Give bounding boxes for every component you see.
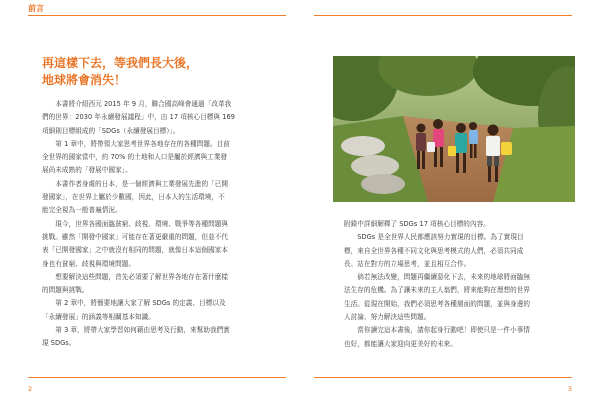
headline-line-2: 地球將會消失！ — [42, 73, 127, 87]
text-line: 生活。從現在開始，我們必須思考各種層面的問題，並與身邊的 — [344, 299, 531, 308]
children-walking-photo — [333, 56, 575, 202]
text-line: 倘若無法改變，問題再繼續惡化下去，未來的地球將面臨無 — [344, 273, 531, 282]
text-line: 第 3 章，將帶大家學習如何藉由思考及行動，來幫助我們實 — [42, 326, 230, 335]
text-line: 想要解決這些問題，首先必須要了解世界各地存在著什麼樣 — [42, 272, 229, 281]
text-line: 發國家」，在世界上屬於少數國，因此，日本人的生活環境，不 — [42, 193, 225, 202]
text-line: 人討論、努力解決這些問題。 — [344, 313, 431, 322]
top-rule-right — [314, 15, 572, 16]
text-line: 全世界的國家當中，約 70% 的土地和人口是屬於經濟與工業發 — [42, 153, 228, 162]
text-line: 能完全視為一般普遍情況。 — [42, 206, 122, 215]
text-line: 也好，都能讓大家迎向更美好的未來。 — [344, 339, 457, 348]
text-line: 現 SDGs。 — [42, 339, 76, 348]
text-line: 的問題與挑戰。 — [42, 286, 89, 295]
text-line: 標，來自全世界各種不同文化與思考模式的人們，必須共同成 — [344, 246, 524, 255]
text-line: 挑戰。雖然「開發中國家」可能存在著更嚴重的問題，但並不代 — [42, 232, 229, 241]
text-line: 表「已開發國家」之中就沒有相同的問題，就像日本這個國家本 — [42, 246, 229, 255]
text-line: 「永續發展」的涵義等相關基本知識。 — [42, 312, 155, 321]
page-number-right: 3 — [567, 385, 572, 393]
section-label: 前言 — [28, 4, 44, 13]
text-line: 當你讀完這本書後，請你起身行動吧！即使只是一件小事情 — [344, 326, 531, 335]
bottom-rule-left — [28, 377, 286, 378]
text-line: 身也有貧窮、歧視與環境問題。 — [42, 259, 136, 268]
right-body-text — [344, 218, 570, 351]
left-body-text — [42, 98, 268, 351]
children-walking-illustration — [333, 56, 575, 202]
text-line: 第 1 章中，將帶領大家思考世界各地存在的各種問題。目前 — [42, 139, 230, 148]
top-rule-left — [28, 15, 286, 16]
bottom-rule-right — [314, 377, 572, 378]
text-line: 附錄中詳細解釋了 SDGs 17 項核心目標的內容。 — [344, 220, 490, 228]
text-line: 第 2 章中，將簡要地讓大家了解 SDGs 的定義、目標以及 — [42, 299, 226, 308]
text-line: 本書作者身處的日本，是一個經濟與工業發展先進的「已開 — [42, 179, 229, 188]
text-line: SDGs 是全世界人民都應該努力實現的目標。為了實現目 — [344, 233, 524, 242]
headline-line-1: 再這樣下去，等我們長大後， — [42, 56, 199, 70]
page-number-left: 2 — [28, 385, 33, 393]
text-line: 法生存的危機。為了讓未來的主人翁們，將來能夠在理想的世界 — [344, 286, 531, 295]
text-line: 項細則目標組成的「SDGs（永續發展目標）」。 — [42, 126, 180, 135]
headline — [42, 55, 282, 89]
text-line: 本書將介紹西元 2015 年 9 月，聯合國高峰會通過「改革我 — [42, 100, 232, 108]
text-line: 們的世界：2030 年永續發展議程」中，由 17 項核心目標與 169 — [42, 113, 235, 122]
text-line: 現今，世界各國面臨貧窮、歧視、環境、戰爭等各種問題與 — [42, 219, 229, 228]
right-page — [300, 0, 600, 406]
text-line: 展尚未成熟的「發展中國家」。 — [42, 166, 132, 175]
text-line: 長、站在對方的立場思考，並且相互合作。 — [344, 259, 471, 268]
